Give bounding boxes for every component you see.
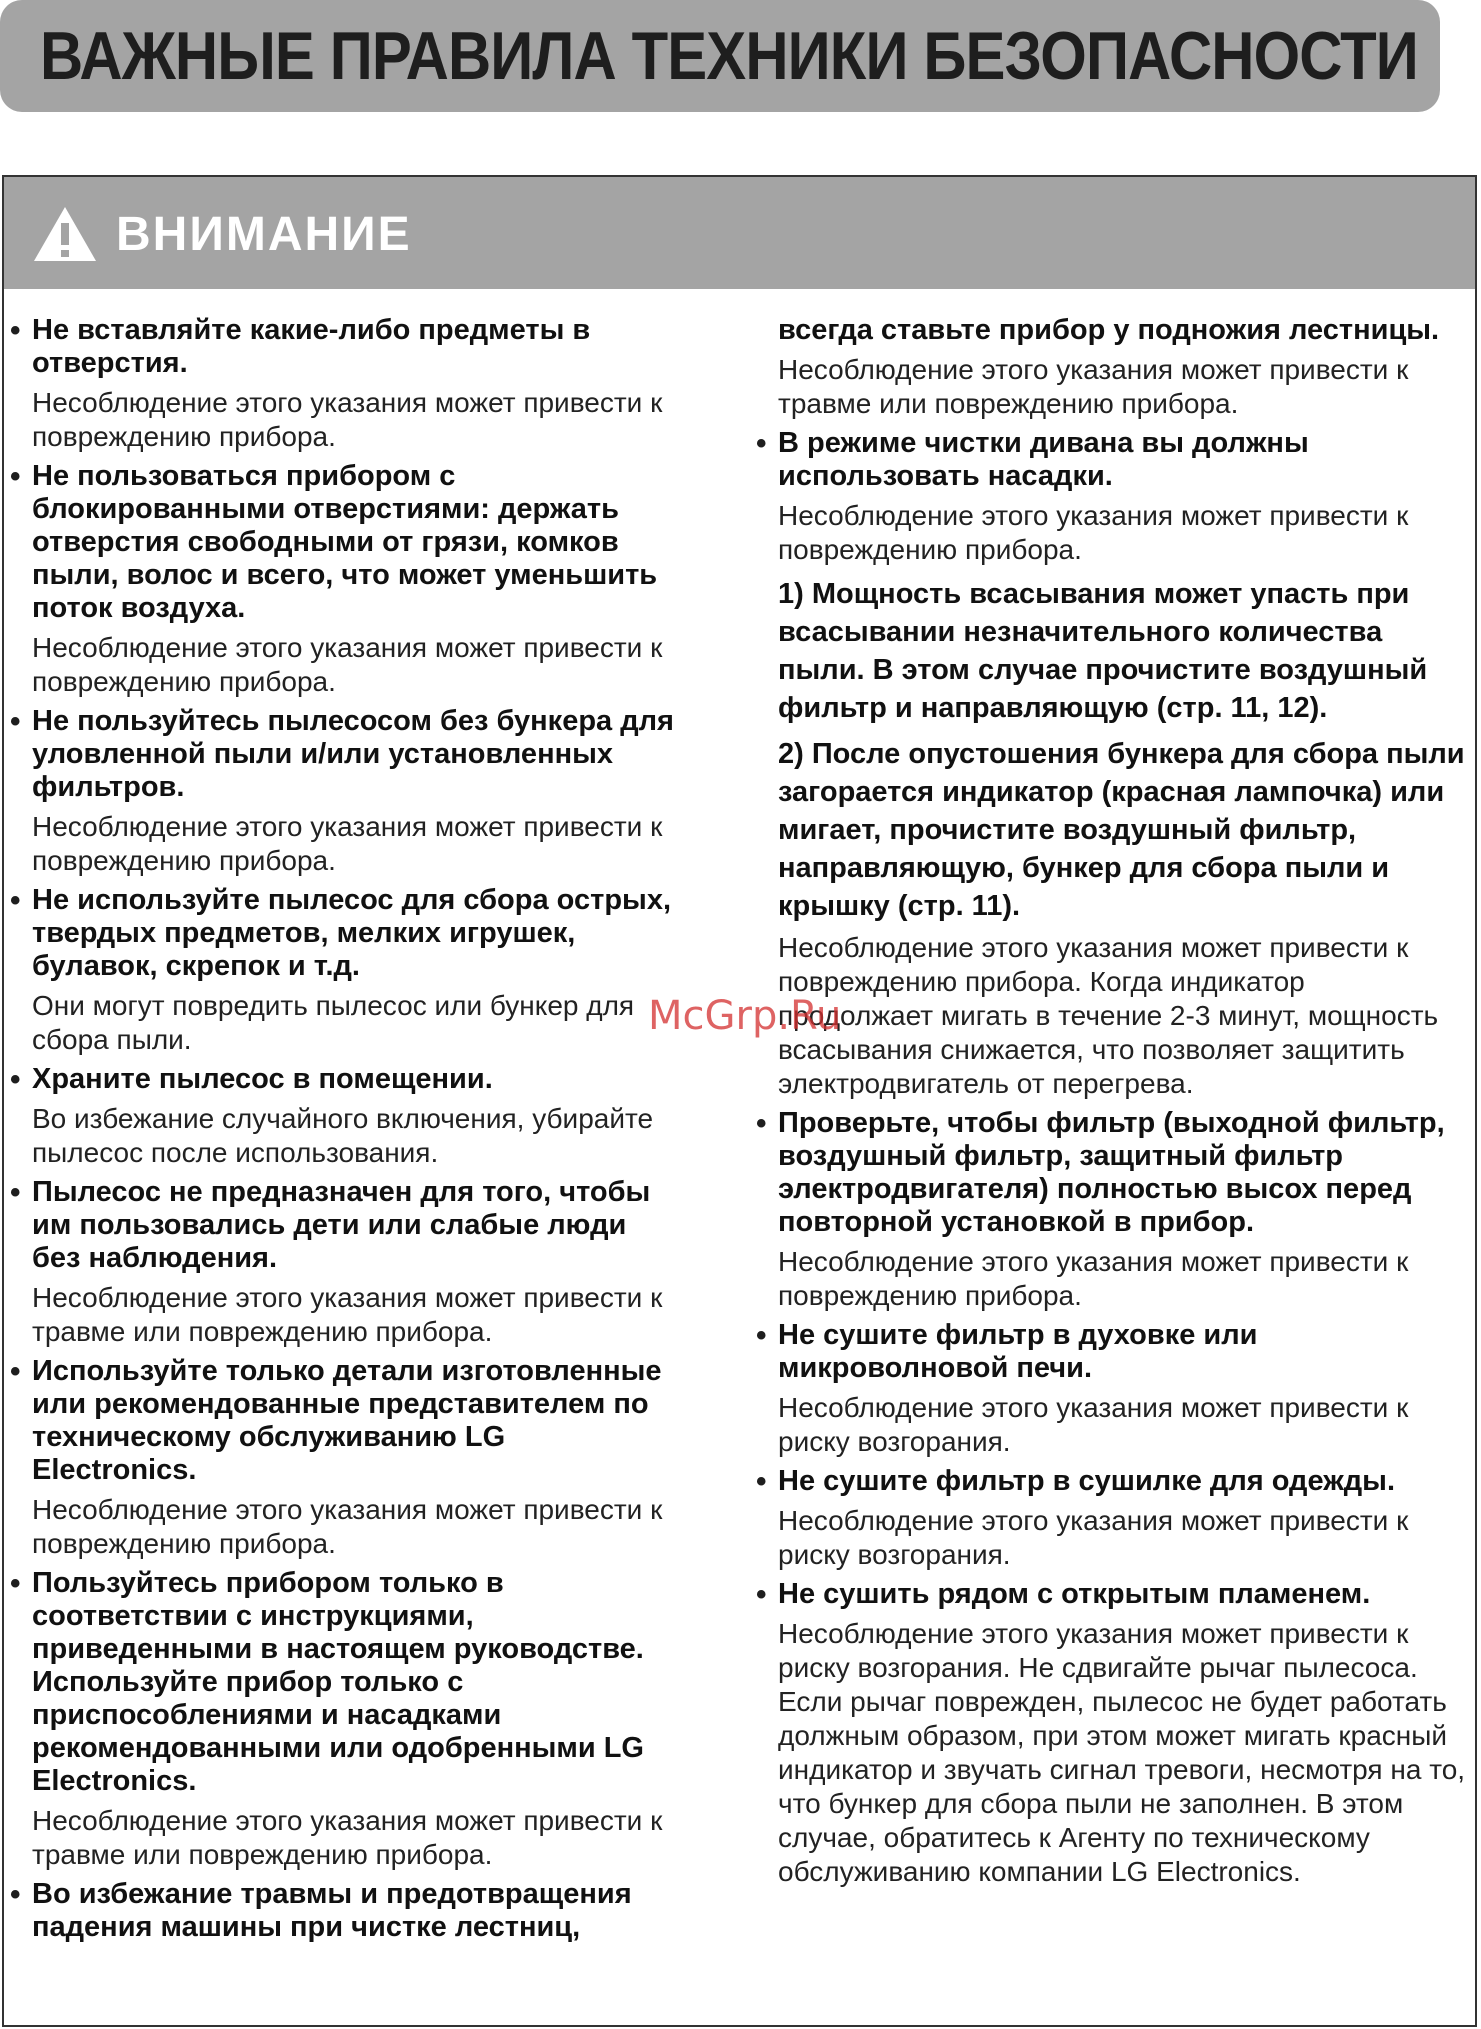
list-item: • Не пользуйтесь пылесосом без бункера для уловленной пыли и/или установленных фильтров. Несоблюдение этого указания может привести к повреждению прибора. — [10, 705, 674, 876]
item-note: Несоблюдение этого указания может привести к риску возгорания. — [778, 1505, 1409, 1570]
item-heading: Не сушить рядом с открытым пламенем. — [778, 1578, 1371, 1610]
list-item: • Храните пылесос в помещении. Во избежание случайного включения, убирайте пылесос после использования. — [10, 1063, 675, 1170]
list-item: • Во избежание травмы и предотвращения падения машины при чистке лестниц, — [10, 1878, 675, 1944]
item-note: Они могут повредить пылесос или бункер для сбора пыли. — [32, 990, 635, 1055]
list-item: • В режиме чистки дивана вы должны использовать насадки. Несоблюдение этого указания может привести к повреждению прибора. 1) Мощность всасывания может упасть при всасывании незначительного количества пыли. В этом случае прочистите воздушный фильтр и направляющую (стр. 11, 12). 2) После опустошения бункера для сбора пыли загорается индикатор (красная лампочка) или мигает, прочистите воздушный фильтр, направляющую, бункер для сбора пыли и крышку (стр. 11). Несоблюдение этого указания может привести к повреждению прибора. Когда индикатор продолжает мигать в течение 2-3 минут, мощность всасывания снижается, что позволяет защитить электродвигатель от перегрева. — [756, 427, 1465, 1099]
list-item: • Не используйте пылесос для сбора острых, твердых предметов, мелких игрушек, булавок, скрепок и т.д. Они могут повредить пылесос или бункер для сбора пыли. — [10, 884, 675, 1057]
list-item: • Пылесос не предназначен для того, чтобы им пользовались дети или слабые люди без наблюдения. Несоблюдение этого указания может привести к травме или повреждению прибора. — [10, 1176, 675, 1349]
item-note: Несоблюдение этого указания может привести к риску возгорания. — [778, 1392, 1409, 1457]
item-heading: Не сушите фильтр в духовке или микроволновой печи. — [778, 1319, 1258, 1384]
item-note: Несоблюдение этого указания может привести к риску возгорания. Не сдвигайте рычаг пылесоса. Если рычаг поврежден, пылесос не будет работать должным образом, при этом может мигать красный индикатор и звучать сигнал тревоги, несмотря на то, что бункер для сбора пыли не заполнен. В этом случае, обратитесь к Агенту по техническому обслуживанию компании LG Electronics. — [778, 1618, 1466, 1887]
item-heading: всегда ставьте прибор у подножия лестницы. — [778, 314, 1440, 346]
item-note: Несоблюдение этого указания может привести к травме или повреждению прибора. — [32, 1282, 663, 1347]
list-item: • Не сушите фильтр в сушилке для одежды. Несоблюдение этого указания может привести к риску возгорания. — [756, 1465, 1466, 1572]
item-heading: Не используйте пылесос для сбора острых, твердых предметов, мелких игрушек, булавок, скрепок и т.д. — [32, 884, 672, 982]
item-heading: Пылесос не предназначен для того, чтобы им пользовались дети или слабые люди без наблюдения. — [32, 1176, 651, 1274]
list-item: • Не сушите фильтр в духовке или микроволновой печи. Несоблюдение этого указания может привести к риску возгорания. — [756, 1319, 1466, 1459]
item-note-2: Несоблюдение этого указания может привести к повреждению прибора. Когда индикатор продолжает мигать в течение 2-3 минут, мощность всасывания снижается, что позволяет защитить электродвигатель от перегрева. — [778, 932, 1439, 1099]
item-note: Во избежание случайного включения, убирайте пылесос после использования. — [32, 1103, 654, 1168]
item-heading: Храните пылесос в помещении. — [32, 1063, 493, 1095]
item-heading: Не пользуйтесь пылесосом без бункера для уловленной пыли и/или установленных фильтров. — [32, 705, 674, 803]
item-note: Несоблюдение этого указания может привести к повреждению прибора. — [778, 500, 1409, 565]
list-item: • Не вставляйте какие-либо предметы в отверстия. Несоблюдение этого указания может привести к повреждению прибора. — [10, 314, 675, 454]
item-point-1: 1) Мощность всасывания может упасть при всасывании незначительного количества пыли. В этом случае прочистите воздушный фильтр и направляющую (стр. 11, 12). — [778, 578, 1428, 724]
item-heading: Проверьте, чтобы фильтр (выходной фильтр, воздушный фильтр, защитный фильтр электродвигателя) полностью высох перед повторной установкой в прибор. — [778, 1107, 1445, 1238]
item-heading: Не вставляйте какие-либо предметы в отверстия. — [32, 314, 591, 379]
item-point-2: 2) После опустошения бункера для сбора пыли загорается индикатор (красная лампочка) или мигает, прочистите воздушный фильтр, направляющую, бункер для сбора пыли и крышку (стр. 11). — [778, 738, 1465, 922]
item-heading: В режиме чистки дивана вы должны использовать насадки. — [778, 427, 1309, 492]
list-item-continuation — [756, 314, 1466, 421]
page-title: ВАЖНЫЕ ПРАВИЛА ТЕХНИКИ БЕЗОПАСНОСТИ — [40, 18, 1418, 94]
item-heading: Используйте только детали изготовленные или рекомендованные представителем по техническому обслуживанию LG Electronics. — [32, 1355, 662, 1486]
item-heading: Пользуйтесь прибором только в соответствии с инструкциями, приведенными в настоящем руководстве. Используйте прибор только с приспособлениями и насадками рекомендованными или одобренными LG Electronics. — [32, 1567, 644, 1797]
title-bar — [0, 0, 1440, 112]
item-note: Несоблюдение этого указания может привести к травме или повреждению прибора. — [778, 354, 1409, 419]
list-item: • Не пользоваться прибором с блокированными отверстиями: держать отверстия свободными от грязи, комков пыли, волос и всего, что может уменьшить поток воздуха. Несоблюдение этого указания может привести к повреждению прибора. — [10, 460, 675, 699]
item-note: Несоблюдение этого указания может привести к повреждению прибора. — [32, 387, 663, 452]
attention-label: ВНИМАНИЕ — [116, 208, 412, 261]
attention-bar — [4, 177, 1475, 289]
list-item: • Проверьте, чтобы фильтр (выходной фильтр, воздушный фильтр, защитный фильтр электродвигателя) полностью высох перед повторной установкой в прибор. Несоблюдение этого указания может привести к повреждению прибора. — [756, 1107, 1466, 1313]
item-note: Несоблюдение этого указания может привести к повреждению прибора. — [778, 1246, 1409, 1311]
item-heading: Не пользоваться прибором с блокированными отверстиями: держать отверстия свободными от грязи, комков пыли, волос и всего, что может уменьшить поток воздуха. — [32, 460, 658, 624]
watermark: McGrp.Ru — [648, 993, 842, 1039]
list-item: • Используйте только детали изготовленные или рекомендованные представителем по техническому обслуживанию LG Electronics. Несоблюдение этого указания может привести к повреждению прибора. — [10, 1355, 675, 1561]
item-note: Несоблюдение этого указания может привести к травме или повреждению прибора. — [32, 1805, 663, 1870]
item-note: Несоблюдение этого указания может привести к повреждению прибора. — [32, 1494, 663, 1559]
list-item: • Пользуйтесь прибором только в соответствии с инструкциями, приведенными в настоящем руководстве. Используйте прибор только с приспособлениями и насадками рекомендованными или одобренными LG Electronics. Несоблюдение этого указания может привести к травме или повреждению прибора. — [10, 1567, 675, 1872]
item-heading: Во избежание травмы и предотвращения падения машины при чистке лестниц, — [32, 1878, 632, 1943]
item-note: Несоблюдение этого указания может привести к повреждению прибора. — [32, 632, 663, 697]
right-column — [756, 314, 1466, 1895]
safety-frame — [2, 175, 1477, 2027]
warning-triangle-icon — [32, 205, 98, 263]
item-heading: Не сушите фильтр в сушилке для одежды. — [778, 1465, 1396, 1497]
item-note: Несоблюдение этого указания может привести к повреждению прибора. — [32, 811, 663, 876]
list-item: • Не сушить рядом с открытым пламенем. Несоблюдение этого указания может привести к риску возгорания. Не сдвигайте рычаг пылесоса. Если рычаг поврежден, пылесос не будет работать должным образом, при этом может мигать красный индикатор и звучать сигнал тревоги, несмотря на то, что бункер для сбора пыли не заполнен. В этом случае, обратитесь к Агенту по техническому обслуживанию компании LG Electronics. — [756, 1578, 1466, 1887]
left-column — [10, 314, 675, 1950]
